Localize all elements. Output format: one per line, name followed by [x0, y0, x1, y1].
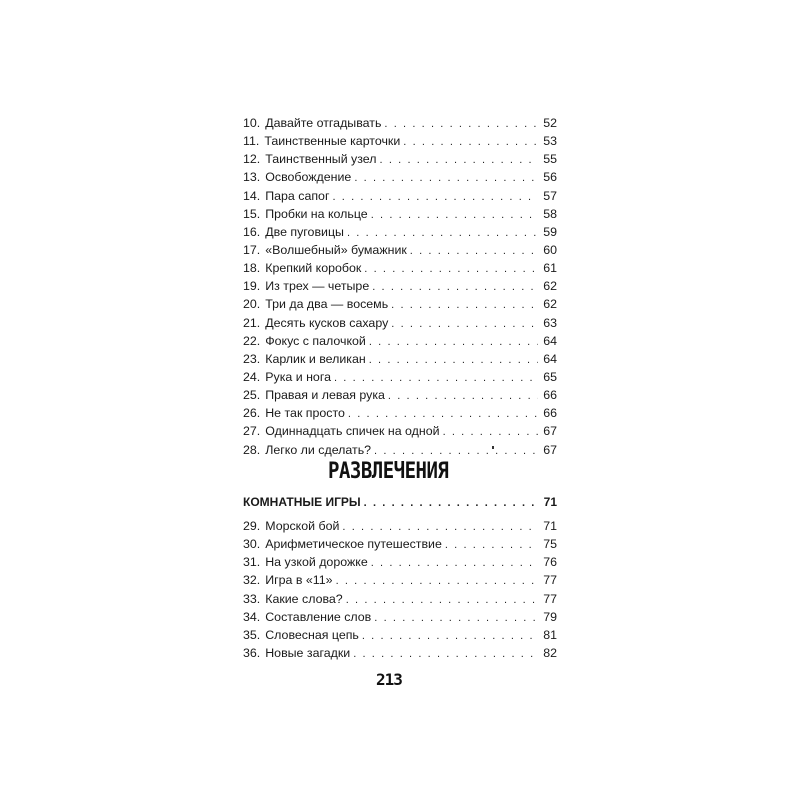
toc-entry-number: 20.	[243, 297, 261, 312]
toc-entry	[243, 441, 557, 459]
leader-dots	[364, 260, 538, 278]
toc-entry	[243, 223, 557, 241]
toc-entry-number: 18.	[243, 261, 261, 276]
toc-entry-page: 63	[543, 315, 557, 330]
toc-entry-number: 32.	[243, 573, 261, 588]
leader-dots	[346, 591, 538, 609]
leader-dots	[353, 645, 538, 663]
toc-entry-page: 58	[543, 206, 557, 221]
toc-entry-page: 62	[543, 297, 557, 312]
toc-entry-title: Пара сапог	[265, 188, 330, 203]
toc-entry-title: Новые загадки	[265, 645, 351, 660]
toc-entry-page: 57	[543, 188, 557, 203]
leader-dots	[391, 296, 538, 314]
toc-entry-page: 65	[543, 369, 557, 384]
toc-entry-page: 64	[543, 333, 557, 348]
toc-entry	[243, 277, 557, 295]
toc-entry-page: 66	[543, 406, 557, 421]
toc-entry-number: 19.	[243, 279, 261, 294]
toc-subsection-page: 71	[543, 495, 557, 509]
toc-entry-number: 17.	[243, 242, 261, 257]
toc-entry-number: 12.	[243, 152, 261, 167]
toc-list-tricks	[243, 114, 557, 459]
toc-entry-title: Одиннадцать спичек на одной	[265, 424, 440, 439]
toc-list-games	[243, 517, 557, 662]
toc-entry-title: Рука и нога	[265, 369, 331, 384]
toc-entry	[243, 241, 557, 259]
toc-entry-number: 15.	[243, 206, 261, 221]
toc-subsection-row	[243, 493, 557, 511]
toc-entry-title: Давайте отгадывать	[265, 116, 382, 130]
toc-entry-title: Составление слов	[265, 609, 372, 624]
toc-entry-page: 79	[543, 609, 557, 624]
toc-entry-title: Морской бой	[265, 519, 340, 533]
toc-entry	[243, 314, 557, 332]
toc-entry-page: 82	[543, 645, 557, 660]
toc-entry	[243, 187, 557, 205]
leader-dots	[371, 206, 538, 224]
leader-dots	[347, 224, 538, 242]
leader-dots	[384, 115, 538, 133]
leader-dots	[445, 536, 538, 554]
toc-entry-title: Не так просто	[265, 406, 345, 421]
toc-entry-number: 27.	[243, 424, 261, 439]
section-heading: РАЗВЛЕЧЕНИЯ	[328, 458, 449, 484]
toc-entry-page: 67	[543, 442, 557, 457]
toc-entry	[243, 332, 557, 350]
toc-entry	[243, 168, 557, 186]
toc-entry-page: 77	[543, 591, 557, 606]
leader-dots	[410, 242, 538, 260]
toc-subsection-title: КОМНАТНЫЕ ИГРЫ	[243, 495, 361, 509]
toc-entry-page: 81	[543, 627, 557, 642]
toc-entry-number: 16.	[243, 224, 261, 239]
toc-entry-number: 34.	[243, 609, 261, 624]
toc-entry-title: Легко ли сделать?	[265, 442, 372, 457]
leader-dots	[369, 351, 538, 369]
toc-entry-title: Словесная цепь	[265, 627, 359, 642]
toc-entry	[243, 553, 557, 571]
toc-entry-number: 21.	[243, 315, 261, 330]
leader-dots	[374, 609, 538, 627]
toc-entry-title: Из трех — четыре	[265, 279, 370, 294]
leader-dots	[403, 133, 538, 151]
toc-entry-page: 71	[543, 519, 557, 533]
toc-entry-page: 67	[543, 424, 557, 439]
toc-entry-number: 35.	[243, 627, 261, 642]
toc-entry-page: 76	[543, 555, 557, 570]
toc-entry-title: Какие слова?	[265, 591, 343, 606]
toc-entry-number: 11.	[243, 134, 260, 149]
toc-entry-title: «Волшебный» бумажник	[265, 242, 407, 257]
toc-entry-title: Пробки на кольце	[265, 206, 368, 221]
toc-entry-title: Освобождение	[265, 170, 352, 185]
leader-dots	[388, 387, 538, 405]
toc-entry-title: Карлик и великан	[265, 351, 366, 366]
leader-dots	[354, 169, 538, 187]
toc-entry-number: 30.	[243, 537, 261, 552]
leader-dots	[362, 627, 538, 645]
leader-dots	[336, 572, 538, 590]
toc-entry	[243, 422, 557, 440]
toc-entry-page: 66	[543, 388, 557, 403]
toc-entry-page: 53	[543, 134, 557, 149]
leader-dots	[372, 278, 538, 296]
toc-entry-title: Десять кусков сахару	[265, 315, 389, 330]
toc-entry-number: 29.	[243, 519, 261, 533]
toc-entry	[243, 150, 557, 168]
leader-dots	[369, 333, 538, 351]
toc-entry-number: 13.	[243, 170, 261, 185]
print-speck	[492, 446, 494, 449]
toc-entry-number: 36.	[243, 645, 261, 660]
toc-entry-number: 31.	[243, 555, 261, 570]
toc-entry-page: 61	[543, 261, 557, 276]
toc-entry-number: 24.	[243, 369, 261, 384]
leader-dots	[380, 151, 538, 169]
toc-entry-title: На узкой дорожке	[265, 555, 368, 570]
leader-dots	[364, 494, 538, 512]
leader-dots	[391, 315, 538, 333]
page-number: 213	[376, 670, 402, 689]
toc-entry-title: Две пуговицы	[265, 224, 344, 239]
toc-entry-page: 77	[543, 573, 557, 588]
toc-entry	[243, 368, 557, 386]
toc-entry	[243, 404, 557, 422]
toc-entry-number: 28.	[243, 442, 261, 457]
toc-entry	[243, 205, 557, 223]
toc-entry-number: 10.	[243, 116, 261, 130]
toc-entry-page: 60	[543, 242, 557, 257]
leader-dots	[374, 442, 538, 460]
toc-entry-number: 14.	[243, 188, 261, 203]
toc-entry	[243, 571, 557, 589]
toc-entry	[243, 626, 557, 644]
toc-entry-page: 56	[543, 170, 557, 185]
toc-entry	[243, 350, 557, 368]
leader-dots	[348, 405, 538, 423]
toc-entry-title: Таинственные карточки	[264, 134, 401, 149]
toc-entry-number: 22.	[243, 333, 261, 348]
toc-entry	[243, 608, 557, 626]
toc-entry	[243, 644, 557, 662]
toc-entry	[243, 114, 557, 132]
toc-entry	[243, 535, 557, 553]
toc-entry	[243, 132, 557, 150]
toc-entry-page: 59	[543, 224, 557, 239]
toc-entry	[243, 295, 557, 313]
toc-subsection	[243, 493, 557, 511]
toc-entry-number: 26.	[243, 406, 261, 421]
toc-entry-title: Фокус с палочкой	[265, 333, 366, 348]
leader-dots	[443, 423, 538, 441]
toc-entry-title: Арифметическое путешествие	[265, 537, 442, 552]
toc-entry-number: 33.	[243, 591, 261, 606]
toc-entry	[243, 590, 557, 608]
toc-entry	[243, 386, 557, 404]
leader-dots	[334, 369, 538, 387]
toc-entry	[243, 517, 557, 535]
toc-entry-page: 62	[543, 279, 557, 294]
toc-entry-title: Крепкий коробок	[265, 261, 362, 276]
toc-entry-title: Таинственный узел	[265, 152, 377, 167]
toc-entry-page: 64	[543, 351, 557, 366]
toc-entry-page: 75	[543, 537, 557, 552]
toc-entry-page: 55	[543, 152, 557, 167]
toc-entry	[243, 259, 557, 277]
toc-entry-title: Игра в «11»	[265, 573, 333, 588]
toc-entry-number: 23.	[243, 351, 261, 366]
leader-dots	[342, 518, 538, 536]
toc-entry-title: Три да два — восемь	[265, 297, 389, 312]
toc-entry-number: 25.	[243, 388, 261, 403]
leader-dots	[371, 554, 538, 572]
toc-entry-page: 52	[543, 116, 557, 130]
leader-dots	[332, 188, 538, 206]
toc-entry-title: Правая и левая рука	[265, 388, 385, 403]
